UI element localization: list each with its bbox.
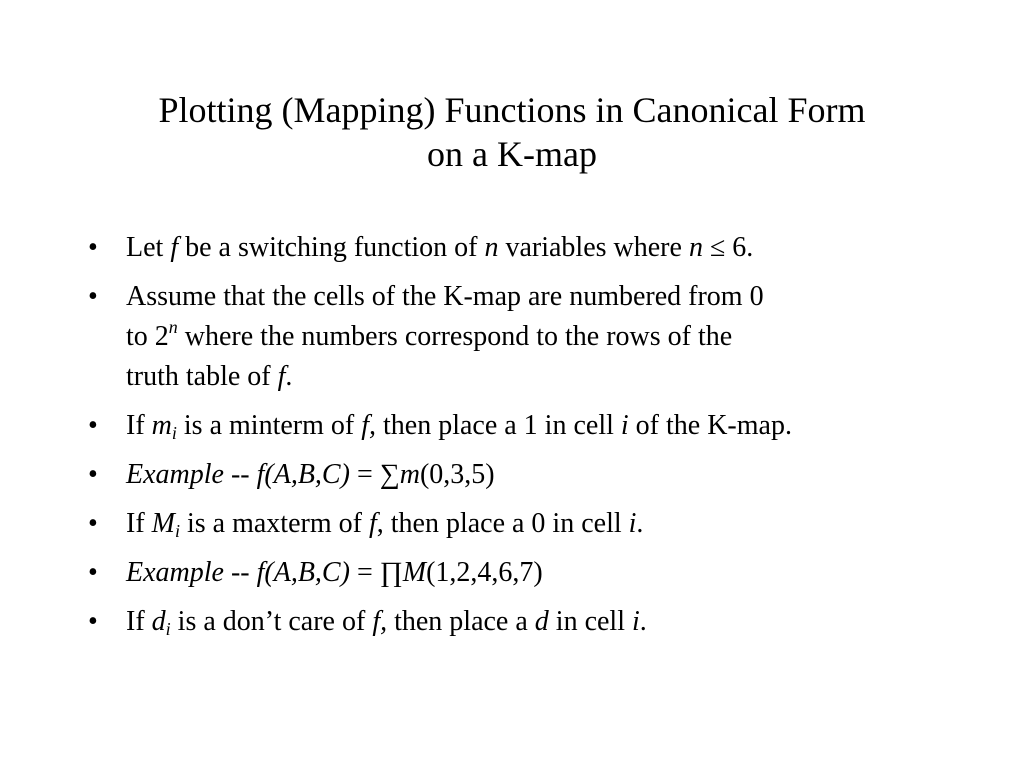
text: --	[223, 557, 257, 588]
bullet-item-1	[88, 228, 968, 268]
text: If	[126, 606, 152, 637]
text: If	[126, 508, 152, 539]
text: .	[639, 606, 647, 637]
text: to 2	[126, 321, 169, 352]
var-M: M	[151, 508, 175, 539]
var-n: n	[484, 232, 499, 263]
title-line-2: on a K-map	[427, 134, 597, 174]
function-expr: f(A,B,C)	[256, 459, 350, 490]
function-expr: f(A,B,C)	[256, 557, 350, 588]
bullet-item-7	[88, 602, 968, 642]
text: of the K-map.	[628, 410, 792, 441]
text: (1,2,4,6,7)	[426, 557, 543, 588]
var-d: d	[534, 606, 549, 637]
var-f: f	[170, 232, 179, 263]
subscript-i: i	[174, 521, 180, 541]
text: ≤ 6.	[702, 232, 754, 263]
var-f: f,	[372, 606, 388, 637]
text: variables where	[498, 232, 689, 263]
var-f: f,	[361, 410, 376, 441]
exponent-n: n	[168, 317, 178, 337]
var-i: i	[632, 606, 640, 637]
text: is a don’t care of	[170, 606, 373, 637]
text: is a minterm of	[176, 410, 362, 441]
var-d: d	[151, 606, 166, 637]
text: , then place a 0 in cell	[376, 508, 629, 539]
var-f: f	[277, 361, 286, 392]
var-i: i	[620, 410, 629, 441]
text: be a switching function of	[178, 232, 485, 263]
bullet-2-line-3	[126, 357, 968, 397]
text: Let	[126, 232, 171, 263]
text: .	[285, 361, 293, 392]
bullet-2-line-1: • Assume that the cells of the K-map are numbered from 0	[126, 281, 764, 312]
var-m: m	[151, 410, 172, 441]
text: = ∑	[349, 459, 400, 490]
bullet-item-6	[88, 553, 968, 593]
slide-title	[0, 88, 1024, 176]
bullet-list	[88, 228, 968, 651]
text: (0,3,5)	[419, 459, 495, 490]
var-f: f	[368, 508, 377, 539]
text: then place a 1 in cell	[375, 410, 621, 441]
bullet-2-line-2	[126, 317, 968, 357]
text: truth table of	[126, 361, 278, 392]
var-n: n	[688, 232, 703, 263]
bullet-item-4	[88, 455, 968, 495]
text: is a maxterm of	[180, 508, 369, 539]
example-label: Example	[126, 557, 224, 588]
subscript-i: i	[171, 423, 177, 443]
var-i: i	[628, 508, 637, 539]
text: = ∏	[349, 557, 403, 588]
text: then place a	[387, 606, 535, 637]
subscript-i: i	[165, 619, 171, 639]
var-m: m	[399, 459, 420, 490]
bullet-item-5	[88, 504, 968, 544]
text: If	[126, 410, 152, 441]
text: --	[223, 459, 257, 490]
title-line-1: Plotting (Mapping) Functions in Canonical Form	[158, 90, 866, 130]
bullet-item-2	[88, 277, 968, 397]
text: in cell	[548, 606, 632, 637]
example-label: Example	[126, 459, 224, 490]
bullet-item-3	[88, 406, 968, 446]
var-M: M	[402, 557, 427, 588]
text: where the numbers correspond to the rows of the	[177, 321, 733, 352]
text: .	[636, 508, 644, 539]
